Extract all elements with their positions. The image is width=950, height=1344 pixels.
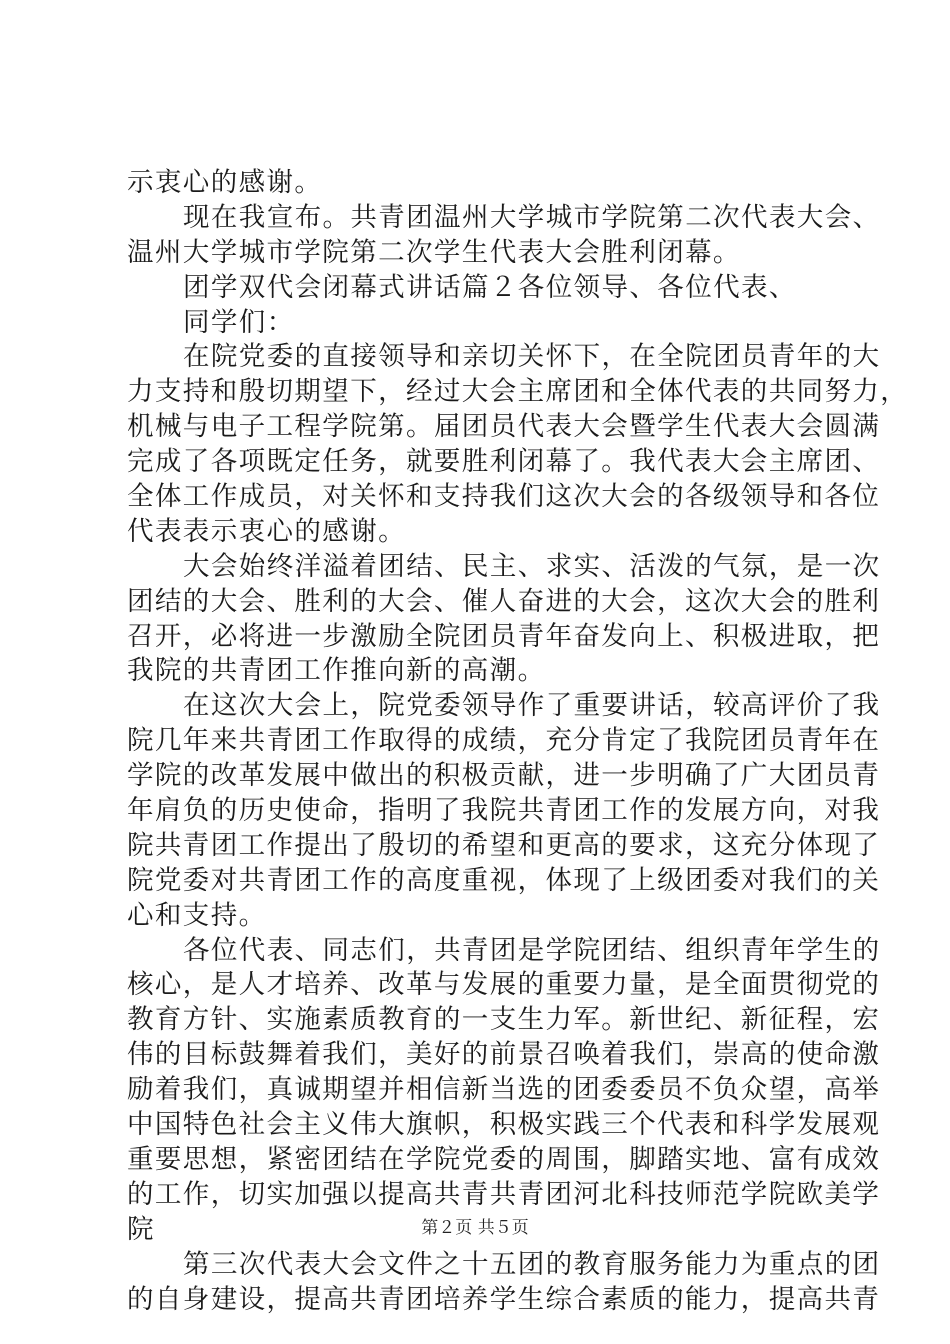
text-line: 力支持和殷切期望下，经过大会主席团和全体代表的共同努力， (127, 376, 909, 408)
text-line: 院 (127, 1213, 155, 1245)
text-line: 中国特色社会主义伟大旗帜，积极实践三个代表和科学发展观 (127, 1109, 881, 1141)
text-line: 年肩负的历史使命，指明了我院共青团工作的发展方向，对我 (127, 795, 881, 827)
text-line: 励着我们，真诚期望并相信新当选的团委委员不负众望，高举 (127, 1074, 881, 1106)
text-line: 大会始终洋溢着团结、民主、求实、活泼的气氛，是一次 (183, 550, 881, 582)
text-line: 各位代表、同志们，共青团是学院团结、组织青年学生的 (183, 934, 881, 966)
page-footer: 第２页 共５页 (421, 1218, 529, 1238)
text-line: 伟的目标鼓舞着我们，美好的前景召唤着我们，崇高的使命激 (127, 1039, 881, 1071)
text-line: 温州大学城市学院第二次学生代表大会胜利闭幕。 (127, 236, 741, 268)
text-line: 的工作，切实加强以提高共青共青团河北科技师范学院欧美学 (127, 1178, 881, 1210)
text-line: 召开，必将进一步激励全院团员青年奋发向上、积极进取，把 (127, 620, 881, 652)
text-line: 在这次大会上，院党委领导作了重要讲话，较高评价了我 (183, 690, 881, 722)
text-line: 团学双代会闭幕式讲话篇２各位领导、各位代表、 (183, 271, 797, 303)
text-line: 机械与电子工程学院第。届团员代表大会暨学生代表大会圆满 (127, 411, 881, 443)
text-line: 教育方针、实施素质教育的一支生力军。新世纪、新征程，宏 (127, 1004, 881, 1036)
text-line: 学院的改革发展中做出的积极贡献，进一步明确了广大团员青 (127, 760, 881, 792)
text-line: 团结的大会、胜利的大会、催人奋进的大会，这次大会的胜利 (127, 585, 881, 617)
text-line: 同学们： (183, 306, 295, 338)
text-line: 在院党委的直接领导和亲切关怀下，在全院团员青年的大 (183, 341, 881, 373)
text-line: 我院的共青团工作推向新的高潮。 (127, 655, 546, 687)
text-line: 核心，是人才培养、改革与发展的重要力量，是全面贯彻党的 (127, 969, 881, 1001)
text-line: 现在我宣布。共青团温州大学城市学院第二次代表大会、 (183, 201, 881, 233)
text-line: 第三次代表大会文件之十五团的教育服务能力为重点的团 (183, 1248, 881, 1280)
text-line: 代表表示衷心的感谢。 (127, 515, 406, 547)
text-line: 院几年来共青团工作取得的成绩，充分肯定了我院团员青年在 (127, 725, 881, 757)
text-line: 重要思想，紧密团结在学院党委的周围，脚踏实地、富有成效 (127, 1143, 881, 1175)
text-line: 心和支持。 (127, 899, 267, 931)
text-line: 院党委对共青团工作的高度重视，体现了上级团委对我们的关 (127, 864, 881, 896)
text-line: 院共青团工作提出了殷切的希望和更高的要求，这充分体现了 (127, 829, 881, 861)
text-line: 完成了各项既定任务，就要胜利闭幕了。我代表大会主席团、 (127, 446, 881, 478)
text-line: 的自身建设，提高共青团培养学生综合素质的能力，提高共青 (127, 1283, 881, 1315)
text-line: 全体工作成员，对关怀和支持我们这次大会的各级领导和各位 (127, 481, 881, 513)
document-body (127, 166, 909, 1317)
text-line: 示衷心的感谢。 (127, 167, 323, 198)
